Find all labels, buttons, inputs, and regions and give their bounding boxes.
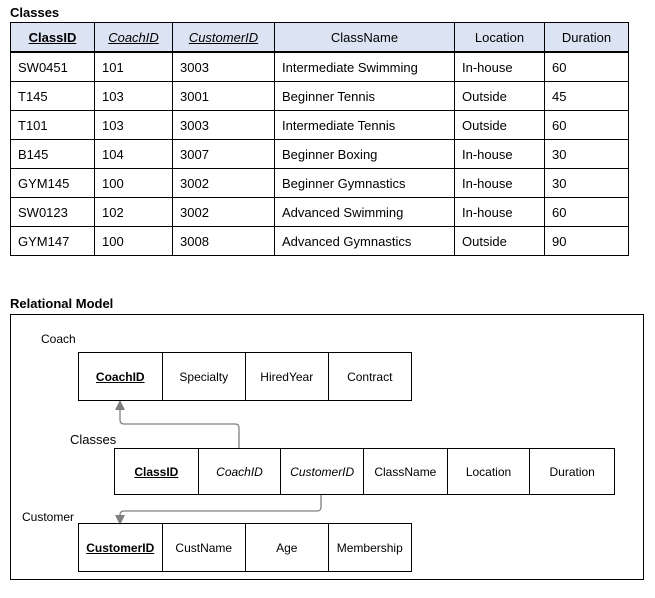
classes-field: ClassName [364, 449, 448, 494]
table-cell: Outside [455, 227, 545, 256]
table-cell: In-house [455, 169, 545, 198]
coach-entity-label: Coach [41, 332, 76, 346]
column-header: Duration [545, 23, 629, 53]
table-cell: 60 [545, 198, 629, 227]
customer-field: Membership [336, 540, 403, 555]
table-cell: 100 [95, 227, 173, 256]
table-cell: 3003 [173, 111, 275, 140]
classes-entity [114, 448, 615, 495]
table-cell: 90 [545, 227, 629, 256]
customer-field: CustomerID [79, 524, 163, 571]
table-cell: Outside [455, 111, 545, 140]
table-cell: Beginner Boxing [275, 140, 455, 169]
column-header: ClassName [275, 23, 455, 53]
table-cell: Beginner Tennis [275, 82, 455, 111]
customer-entity [78, 523, 412, 572]
column-header: Location [455, 23, 545, 53]
table-cell: T145 [11, 82, 95, 111]
table-cell: Beginner Gymnastics [275, 169, 455, 198]
table-cell: 101 [95, 52, 173, 82]
table-cell: In-house [455, 140, 545, 169]
table-cell: Intermediate Tennis [275, 111, 455, 140]
customer-fk-arrow [120, 495, 321, 520]
table-cell: 3002 [173, 169, 275, 198]
customer-field: CustName [163, 524, 247, 571]
table-cell: Advanced Swimming [275, 198, 455, 227]
table-cell: In-house [455, 198, 545, 227]
classes-field: CoachID [199, 449, 282, 494]
classes-field: Duration [549, 464, 595, 479]
classes-field: ClassID [115, 449, 199, 494]
table-cell: 103 [95, 111, 173, 140]
table-cell: 100 [95, 169, 173, 198]
table-cell: 30 [545, 140, 629, 169]
coach-field: CoachID [79, 353, 163, 400]
classes-entity-label: Classes [70, 432, 117, 447]
coach-fk-arrow [120, 405, 239, 448]
coach-entity [78, 352, 412, 401]
column-header: ClassID [11, 23, 95, 53]
coach-field: HiredYear [246, 353, 329, 400]
table-cell: 3008 [173, 227, 275, 256]
table-cell: 60 [545, 52, 629, 82]
column-header: CoachID [95, 23, 173, 53]
table-cell: 3002 [173, 198, 275, 227]
table-cell: 103 [95, 82, 173, 111]
table-cell: SW0123 [11, 198, 95, 227]
relational-model-heading: Relational Model [10, 296, 114, 311]
column-header: CustomerID [173, 23, 275, 53]
table-cell: In-house [455, 52, 545, 82]
classes-heading: Classes [10, 5, 60, 20]
coach-field: Contract [347, 369, 393, 384]
table-cell: Outside [455, 82, 545, 111]
table-cell: T101 [11, 111, 95, 140]
table-cell: 104 [95, 140, 173, 169]
table-cell: Advanced Gymnastics [275, 227, 455, 256]
classes-field: CustomerID [281, 449, 364, 494]
table-cell: 30 [545, 169, 629, 198]
table-cell: 3001 [173, 82, 275, 111]
coach-field: Specialty [163, 353, 247, 400]
table-cell: Intermediate Swimming [275, 52, 455, 82]
customer-entity-label: Customer [22, 510, 75, 524]
customer-field: Age [246, 524, 329, 571]
table-cell: B145 [11, 140, 95, 169]
classes-field: Location [448, 449, 531, 494]
table-cell: 45 [545, 82, 629, 111]
table-cell: 3003 [173, 52, 275, 82]
table-cell: 60 [545, 111, 629, 140]
table-cell: 102 [95, 198, 173, 227]
table-cell: GYM147 [11, 227, 95, 256]
table-cell: 3007 [173, 140, 275, 169]
table-cell: SW0451 [11, 52, 95, 82]
table-cell: GYM145 [11, 169, 95, 198]
